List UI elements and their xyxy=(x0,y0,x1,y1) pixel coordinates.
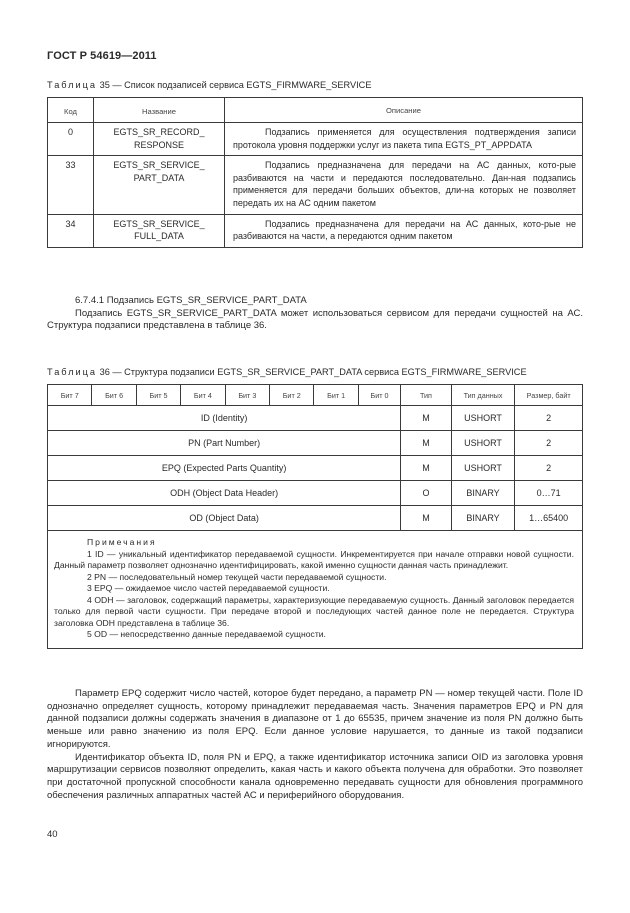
field-name: OD (Object Data) xyxy=(48,506,401,531)
header-data-type: Тип данных xyxy=(451,385,515,406)
section-text: Подзапись EGTS_SR_SERVICE_PART_DATA может использоваться сервисом для передачи сущностей на АС. Структура подзаписи представлена в таблице 36. xyxy=(47,307,583,332)
field-data-type: USHORT xyxy=(451,456,515,481)
body-text xyxy=(47,688,583,802)
row-code: 0 xyxy=(48,123,94,156)
note-item: 2 PN — последовательный номер текущей части передаваемой сущности. xyxy=(87,571,387,582)
field-name: ID (Identity) xyxy=(48,406,401,431)
field-data-type: USHORT xyxy=(451,406,515,431)
field-type: M xyxy=(401,456,451,481)
header-bit2: Бит 2 xyxy=(270,385,314,406)
row-name-line: PART_DATA xyxy=(133,172,185,183)
notes-title: Примечания xyxy=(87,537,157,547)
field-size: 2 xyxy=(515,431,583,456)
table35-header-name: Название xyxy=(94,98,225,123)
field-type: O xyxy=(401,481,451,506)
table-36 xyxy=(47,384,583,649)
section-block xyxy=(47,295,583,333)
table36-header-row xyxy=(48,385,583,406)
notes-row xyxy=(48,531,583,649)
header-bit4: Бит 4 xyxy=(181,385,225,406)
row-name-line: FULL_DATA xyxy=(134,231,184,242)
note-item: 5 OD — непосредственно данные передаваемой сущности. xyxy=(87,629,326,639)
table-row xyxy=(48,456,583,481)
row-desc xyxy=(225,214,583,247)
field-name: EPQ (Expected Parts Quantity) xyxy=(48,456,401,481)
field-data-type: BINARY xyxy=(451,481,515,506)
table35-caption-word: Таблица xyxy=(47,80,98,90)
table-row xyxy=(48,506,583,531)
table-row xyxy=(48,481,583,506)
table-35 xyxy=(47,97,583,248)
header-bit3: Бит 3 xyxy=(225,385,269,406)
table-row xyxy=(48,431,583,456)
row-name-line: EGTS_SR_SERVICE_ xyxy=(113,218,205,229)
table36-caption xyxy=(47,367,527,377)
row-code: 33 xyxy=(48,156,94,214)
field-data-type: USHORT xyxy=(451,431,515,456)
field-size: 1…65400 xyxy=(515,506,583,531)
header-type: Тип xyxy=(401,385,451,406)
row-name-line: EGTS_SR_RECORD_ xyxy=(113,127,205,137)
header-size: Размер, байт xyxy=(515,385,583,406)
note-item: 4 ODH — заголовок, содержащий параметры, характеризующие передаваемую сущность. Данный заголовок передается только для первой части сущности. При передаче второй и последующих частей данное поле не передается. Структура заголовка ODH представлена в таблице 36. xyxy=(54,594,574,628)
page-number: 40 xyxy=(47,829,58,840)
header-bit6: Бит 6 xyxy=(92,385,136,406)
field-size: 0…71 xyxy=(515,481,583,506)
body-paragraph: Параметр EPQ содержит число частей, которое будет передано, а параметр PN — номер текущей части. Поле ID однозначно определяет сущность, которому принадлежит передаваемая часть. Значения параметров EPQ и PN для данной подзаписи должны содержать значения в диапазоне от 1 до 65535, причем значение из поля PN должно быть меньше или равно значению из поля EPQ. Если данное условие нарушается, то данные из такой подзаписи игнорируются. xyxy=(47,688,583,750)
row-desc-text: Подзапись предназначена для передачи на АС данных, кото-рые не разбиваются на части, а передаются одним пакетом xyxy=(233,218,576,242)
body-paragraph: Идентификатор объекта ID, поля PN и EPQ, а также идентификатор источника записи OID из заголовка уровня маршрутизации сервисов позволяют определить, какая часть и какого объекта получена для обработки. Это позволяет при достаточной пропускной способности канала одновременно передавать сущности для обновления программного обеспечения различных аппаратных частей АС и периферийного оборудования. xyxy=(47,751,583,801)
notes-cell xyxy=(48,531,583,649)
field-type: M xyxy=(401,406,451,431)
row-code: 34 xyxy=(48,214,94,247)
row-desc xyxy=(225,123,583,156)
section-title: 6.7.4.1 Подзапись EGTS_SR_SERVICE_PART_DATA xyxy=(75,295,307,306)
header-bit0: Бит 0 xyxy=(358,385,400,406)
table-row xyxy=(48,156,583,214)
note-item: 1 ID — уникальный идентификатор передаваемой сущности. Инкрементируется при начале отправки новой сущности. Данный параметр позволяет однозначно идентифицировать, какой именно сущности данная часть принадлежит. xyxy=(54,548,574,570)
header-bit5: Бит 5 xyxy=(136,385,180,406)
field-type: M xyxy=(401,506,451,531)
table-row xyxy=(48,406,583,431)
row-desc xyxy=(225,156,583,214)
header-bit1: Бит 1 xyxy=(314,385,358,406)
field-name: PN (Part Number) xyxy=(48,431,401,456)
row-name xyxy=(94,156,225,214)
table35-header-code: Код xyxy=(48,98,94,123)
field-type: M xyxy=(401,431,451,456)
field-size: 2 xyxy=(515,456,583,481)
header-bit7: Бит 7 xyxy=(48,385,92,406)
field-size: 2 xyxy=(515,406,583,431)
row-desc-text: Подзапись применяется для осуществления подтверждения записи протокола уровня поддержки услуг из пакета типа EGTS_PT_APPDATA xyxy=(233,127,576,150)
table-row xyxy=(48,214,583,247)
table35-header-row xyxy=(48,98,583,123)
table36-caption-text: 36 — Структура подзаписи EGTS_SR_SERVICE_PART_DATA сервиса EGTS_FIRMWARE_SERVICE xyxy=(99,367,527,377)
row-name-line: RESPONSE xyxy=(133,139,184,150)
table35-caption-text: 35 — Список подзаписей сервиса EGTS_FIRMWARE_SERVICE xyxy=(99,80,372,90)
row-name xyxy=(94,123,225,156)
table35-header-desc: Описание xyxy=(225,98,583,123)
row-name xyxy=(94,214,225,247)
standard-header: ГОСТ Р 54619—2011 xyxy=(47,50,157,62)
row-name-line: EGTS_SR_SERVICE_ xyxy=(113,160,205,171)
table35-caption xyxy=(47,80,371,90)
field-data-type: BINARY xyxy=(451,506,515,531)
table36-caption-word: Таблица xyxy=(47,367,98,377)
row-desc-text: Подзапись предназначена для передачи на АС данных, кото-рые разбиваются на части и передаются последовательно. Дан-ная подзапись применяется для передачи больших объектов, дли-на которых не позволяет передать их на АС одним пакетом xyxy=(233,160,576,208)
table-row xyxy=(48,123,583,156)
field-name: ODH (Object Data Header) xyxy=(48,481,401,506)
note-item: 3 EPQ — ожидаемое число частей передаваемой сущности. xyxy=(87,583,330,593)
